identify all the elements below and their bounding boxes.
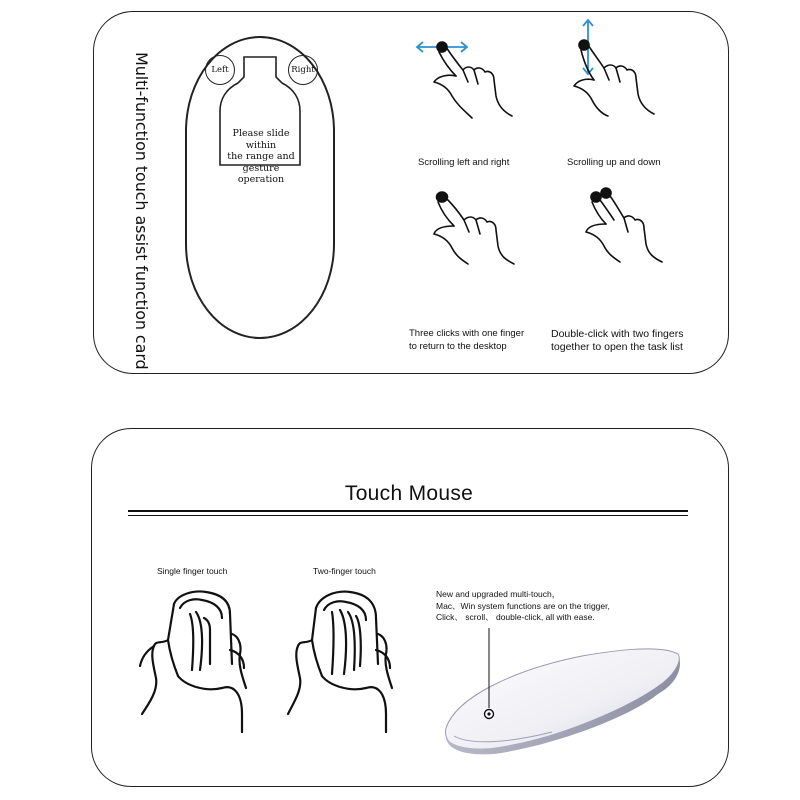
right-button-marker	[288, 55, 318, 85]
hand-scroll-left-right-icon	[408, 36, 520, 120]
caption-three-clicks	[409, 327, 524, 353]
left-button-label: Left	[211, 65, 229, 75]
touch-zone-instruction	[218, 128, 304, 186]
touch-mouse-description	[436, 589, 610, 624]
description-line-3: Click、 scroll、 double-click, all with ease.	[436, 612, 595, 622]
zone-text-line-1: Please slide within	[232, 128, 290, 151]
caption-three-clicks-line-2: to return to the desktop	[409, 341, 507, 352]
zone-text-line-3: gesture operation	[237, 162, 285, 185]
caption-scroll-up-down: Scrolling up and down	[567, 157, 661, 168]
caption-three-clicks-line-1: Three clicks with one finger	[409, 328, 525, 339]
hand-two-finger-click-icon	[578, 184, 678, 264]
hand-scroll-up-down-icon	[568, 18, 680, 118]
touch-mouse-title: Touch Mouse	[344, 482, 474, 505]
hand-one-finger-tap-icon	[428, 186, 528, 266]
right-button-label: Right	[291, 65, 315, 75]
hand-on-mouse-two-finger-icon	[284, 584, 412, 734]
single-finger-label: Single finger touch	[157, 566, 228, 576]
description-line-2: Mac、Win system functions are on the trigger,	[436, 600, 610, 611]
caption-scroll-left-right: Scrolling left and right	[418, 157, 510, 168]
title-divider-thin	[128, 515, 688, 516]
left-button-marker	[205, 55, 235, 85]
caption-double-click-line-2: together to open the task list	[551, 341, 683, 353]
hand-on-mouse-single-finger-icon	[134, 584, 262, 734]
caption-double-click	[551, 328, 683, 354]
touch-mouse-side-view-image	[432, 628, 688, 760]
caption-double-click-line-1: Double-click with two fingers	[551, 328, 684, 340]
title-divider-thick	[128, 510, 688, 512]
card-vertical-title: Multi-function touch assist function card	[132, 52, 151, 370]
description-line-1: New and upgraded multi-touch，	[436, 589, 561, 599]
zone-text-line-2: the range and	[227, 151, 295, 162]
two-finger-label: Two-finger touch	[313, 566, 376, 576]
